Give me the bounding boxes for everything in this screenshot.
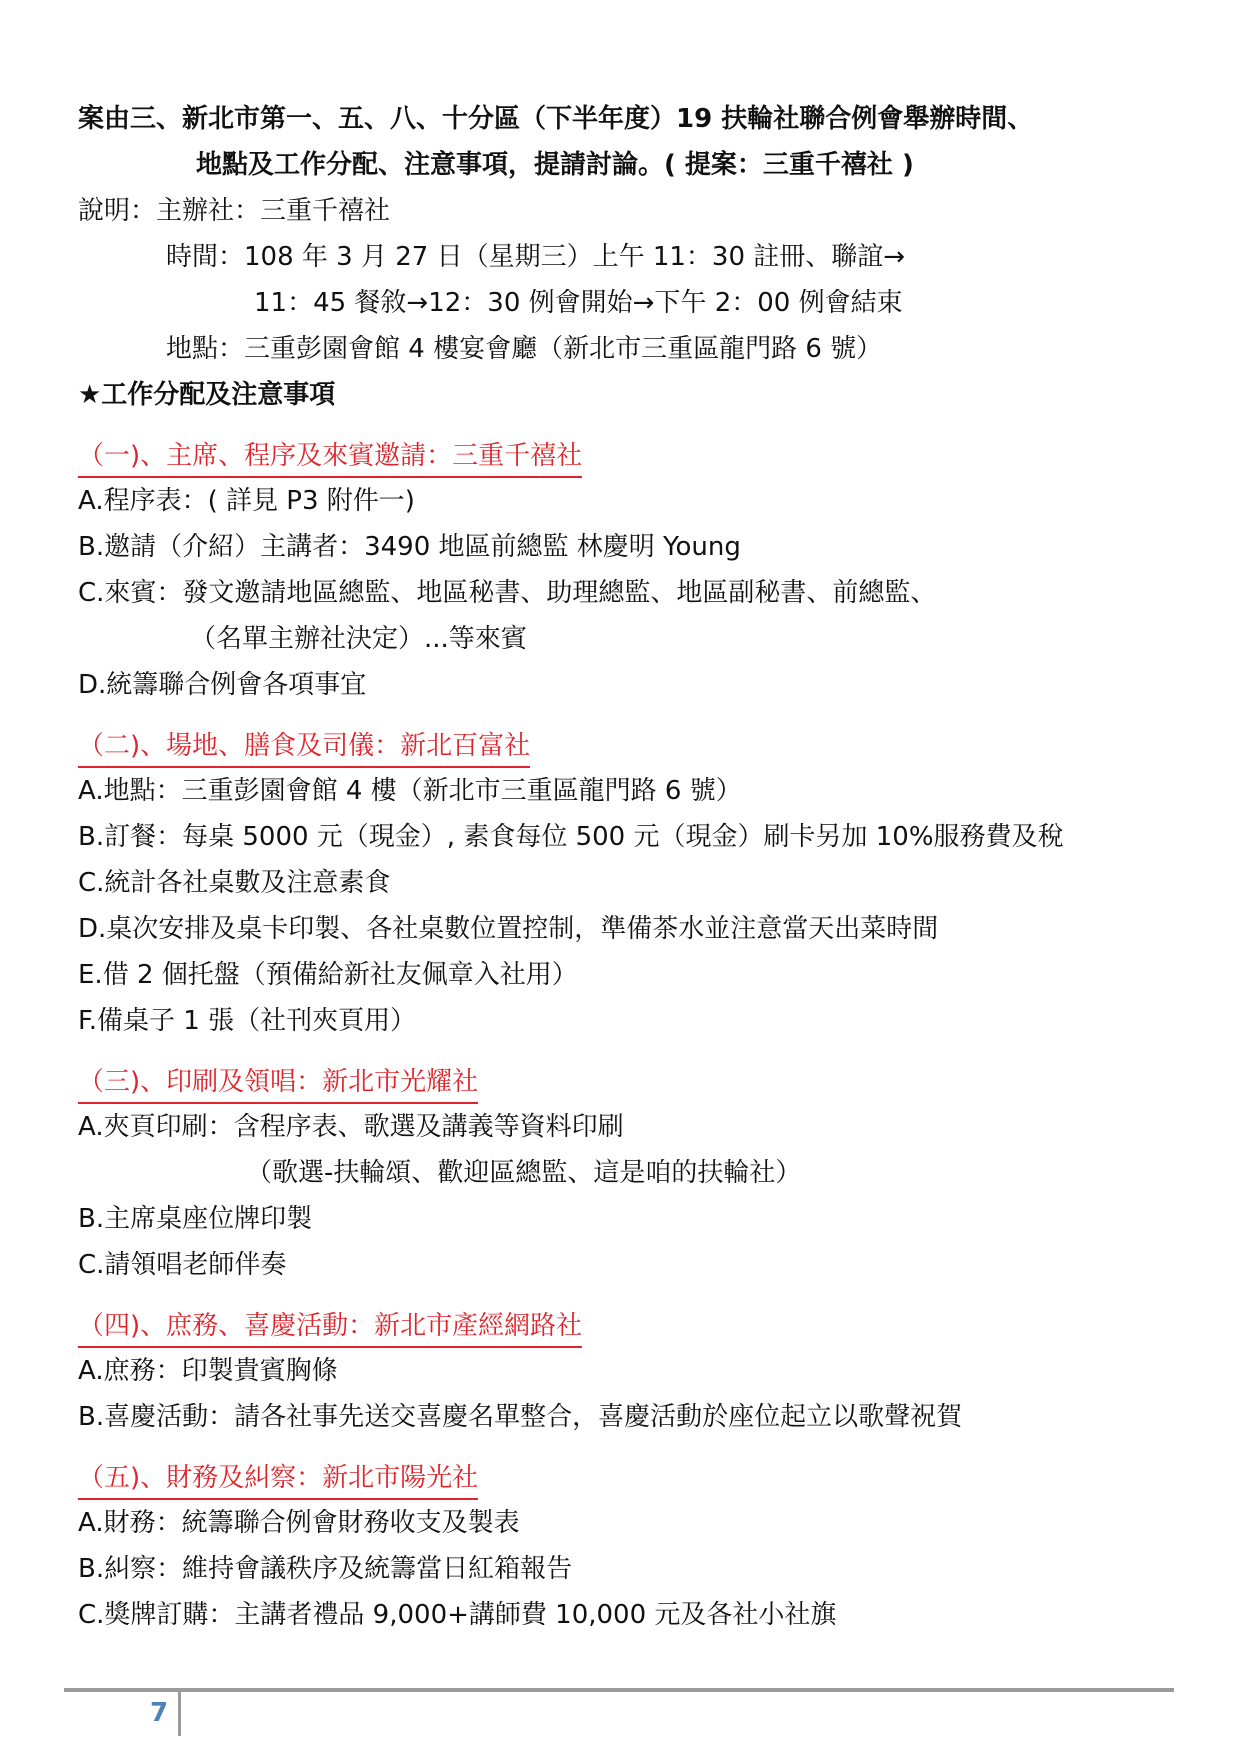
section-chair-program	[78, 436, 1168, 708]
section-heading: （四)、庶務、喜慶活動：新北市產經網路社	[78, 1306, 582, 1348]
list-item: A.庶務：印製貴賓胸條	[78, 1356, 338, 1386]
explanation-location: 地點：三重彭園會館 4 樓宴會廳（新北市三重區龍門路 6 號）	[166, 334, 883, 364]
section-heading: （三)、印刷及領唱：新北市光耀社	[78, 1062, 478, 1104]
list-item: B.主席桌座位牌印製	[78, 1204, 313, 1234]
section-finance-sergeant	[78, 1458, 1168, 1638]
list-item: C.統計各社桌數及注意素食	[78, 868, 391, 898]
list-item: B.糾察：維持會議秩序及統籌當日紅箱報告	[78, 1554, 573, 1584]
section-heading: （五)、財務及糾察：新北市陽光社	[78, 1458, 478, 1500]
list-item: A.財務：統籌聯合例會財務收支及製表	[78, 1508, 520, 1538]
section-items	[78, 1348, 1168, 1440]
section-printing-singing	[78, 1062, 1168, 1288]
list-item: F.備桌子 1 張（社刊夾頁用）	[78, 1006, 417, 1036]
section-items	[78, 1104, 1168, 1288]
explanation-host: 說明：主辦社：三重千禧社	[78, 196, 391, 226]
section-items	[78, 478, 1168, 708]
list-item: C.請領唱老師伴奏	[78, 1250, 287, 1280]
page-number-divider	[178, 1692, 181, 1736]
explanation-time-1: 時間：108 年 3 月 27 日（星期三）上午 11：30 註冊、聯誼→	[166, 242, 906, 272]
section-venue-catering	[78, 726, 1168, 1044]
document-body	[78, 96, 1168, 1638]
list-item: B.喜慶活動：請各社事先送交喜慶名單整合，喜慶活動於座位起立以歌聲祝賀	[78, 1402, 963, 1432]
explanation-time-2: 11：45 餐敘→12：30 例會開始→下午 2：00 例會結束	[254, 288, 903, 318]
list-item: B.訂餐：每桌 5000 元（現金）, 素食每位 500 元（現金）刷卡另加 10%服務費及稅	[78, 822, 1064, 852]
list-item: C.來賓：發文邀請地區總監、地區秘書、助理總監、地區副秘書、前總監、	[78, 578, 937, 608]
list-item: A.夾頁印刷：含程序表、歌選及講義等資料印刷	[78, 1112, 624, 1142]
section-heading: （一)、主席、程序及來賓邀請：三重千禧社	[78, 436, 582, 478]
list-item: D.桌次安排及桌卡印製、各社桌數位置控制，準備茶水並注意當天出菜時間	[78, 914, 939, 944]
section-items	[78, 1500, 1168, 1638]
agenda-title-line-1: 案由三、新北市第一、五、八、十分區（下半年度）19 扶輪社聯合例會舉辦時間、	[78, 104, 1034, 134]
list-item: A.地點：三重彭園會館 4 樓（新北市三重區龍門路 6 號）	[78, 776, 742, 806]
section-heading: （二)、場地、膳食及司儀：新北百富社	[78, 726, 530, 768]
section-items	[78, 768, 1168, 1044]
list-item: C.獎牌訂購：主講者禮品 9,000+講師費 10,000 元及各社小社旗	[78, 1600, 837, 1630]
footer-rule	[64, 1688, 1174, 1692]
section-affairs-celebration	[78, 1306, 1168, 1440]
list-item: D.統籌聯合例會各項事宜	[78, 670, 367, 700]
list-item: A.程序表：( 詳見 P3 附件一)	[78, 486, 415, 516]
list-item: （名單主辦社決定）...等來賓	[190, 624, 527, 654]
list-item: B.邀請（介紹）主講者：3490 地區前總監 林慶明 Young	[78, 532, 741, 562]
list-item: （歌選-扶輪頌、歡迎區總監、這是咱的扶輪社）	[246, 1158, 802, 1188]
page-number: 7	[150, 1698, 169, 1728]
agenda-title-line-2: 地點及工作分配、注意事項，提請討論。( 提案：三重千禧社 )	[196, 150, 914, 180]
tasks-heading: ★工作分配及注意事項	[78, 380, 336, 410]
list-item: E.借 2 個托盤（預備給新社友佩章入社用）	[78, 960, 578, 990]
